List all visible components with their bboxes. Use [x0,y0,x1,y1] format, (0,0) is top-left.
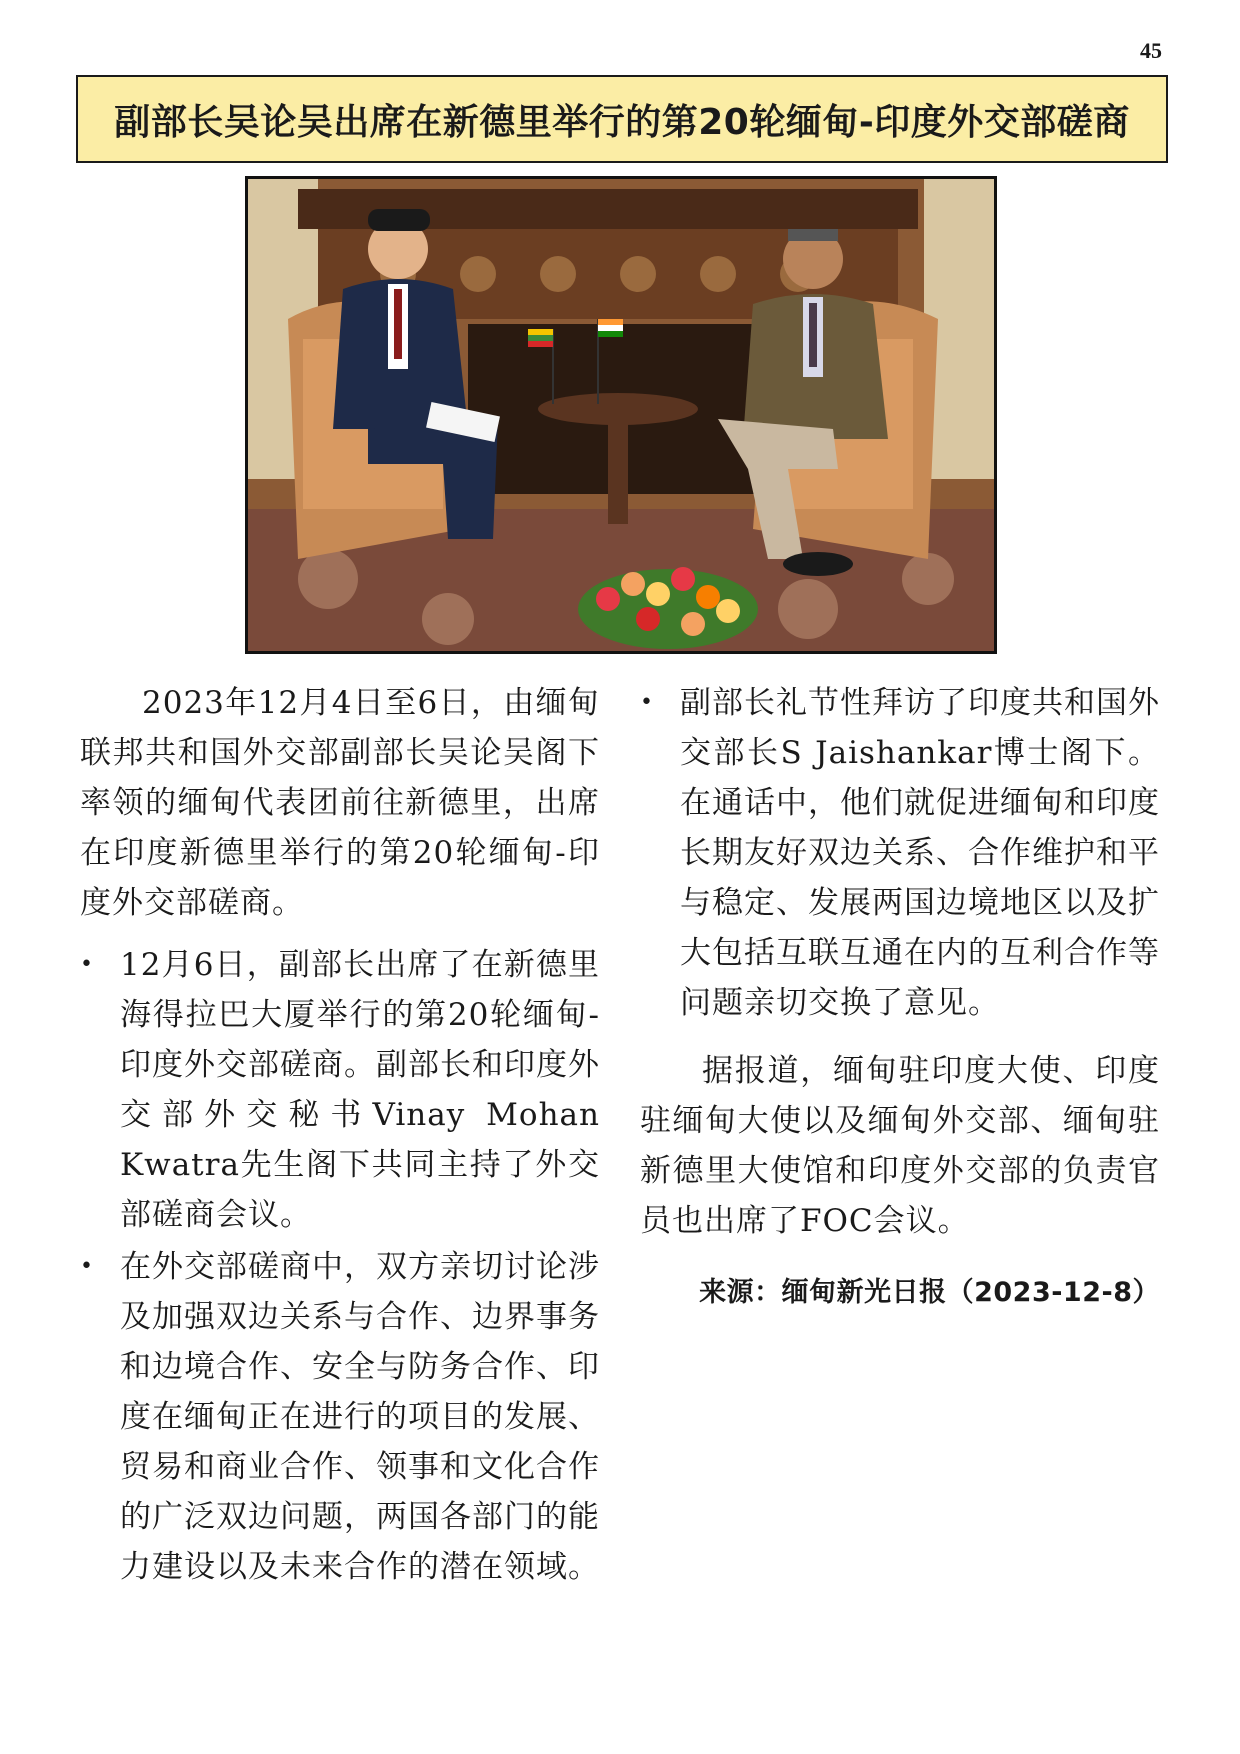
bullet-icon: • [640,690,654,715]
right-column [640,678,1160,1318]
source-citation: 来源：缅甸新光日报（2023-12-8） [699,1277,1160,1308]
bullet-list-right [640,678,1160,1028]
bullet-text: 12月6日，副部长出席了在新德里海得拉巴大厦举行的第20轮缅甸-印度外交部磋商。副部长和印度外交部外交秘书Vinay Mohan Kwatra先生阁下共同主持了外交部磋商会议。 [120,947,600,1233]
intro-paragraph: 2023年12月4日至6日，由缅甸联邦共和国外交部副部长吴论吴阁下率领的缅甸代表团前往新德里，出席在印度新德里举行的第20轮缅甸-印度外交部磋商。 [80,685,600,921]
bullet-icon: • [80,952,94,977]
article-title: 副部长吴论吴出席在新德里举行的第20轮缅甸-印度外交部磋商 [114,101,1130,143]
bullet-list-left [80,940,600,1592]
bullet-text: 在外交部磋商中，双方亲切讨论涉及加强双边关系与合作、边界事务和边境合作、安全与防务合作、印度在缅甸正在进行的项目的发展、贸易和商业合作、领事和文化合作的广泛双边问题，两国各部门的能力建设以及未来合作的潜在领域。 [120,1249,600,1585]
page-number: 45 [1140,38,1162,63]
bullet-text: 副部长礼节性拜访了印度共和国外交部长S Jaishankar博士阁下。在通话中，他们就促进缅甸和印度长期友好双边关系、合作维护和平与稳定、发展两国边境地区以及扩大包括互联互通在内的互利合作等问题亲切交换了意见。 [680,685,1160,1021]
left-column [80,678,600,1594]
bullet-item [640,678,1160,1028]
bullet-item [80,940,600,1240]
closing-paragraph: 据报道，缅甸驻印度大使、印度驻缅甸大使以及缅甸外交部、缅甸驻新德里大使馆和印度外交部的负责官员也出席了FOC会议。 [640,1053,1160,1239]
meeting-photo [245,176,997,654]
title-banner [76,75,1168,163]
bullet-item [80,1242,600,1592]
meeting-photo-illustration [248,179,994,651]
bullet-icon: • [80,1254,94,1279]
